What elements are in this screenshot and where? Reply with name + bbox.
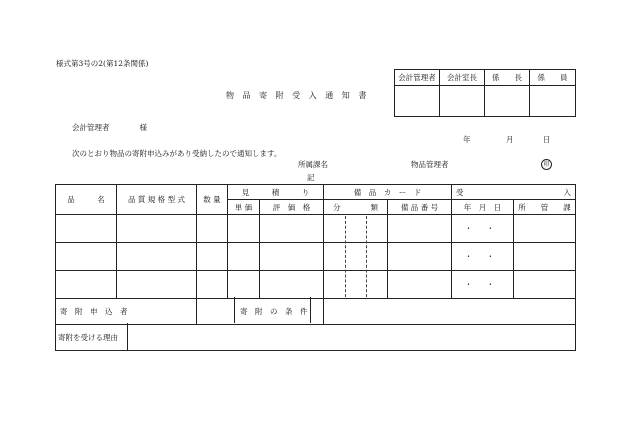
table-row [56, 215, 576, 243]
cell-unit-price[interactable] [228, 243, 260, 271]
footer-reason-label: 寄附を受ける理由 [58, 333, 118, 342]
footer-conditions-cell[interactable] [324, 299, 576, 325]
date-year-label: 年 [463, 135, 471, 144]
cell-spec[interactable] [117, 271, 197, 299]
date-month-label: 月 [506, 135, 514, 144]
col-header-managing-section: 所 管 課 [514, 200, 576, 215]
cell-quantity[interactable] [197, 271, 228, 299]
cell-date[interactable]: ・ ・ [452, 243, 514, 271]
cell-spec[interactable] [117, 243, 197, 271]
approval-header-staff: 係 員 [530, 70, 576, 86]
ki-label: 記 [307, 173, 315, 182]
cell-managing-section[interactable] [514, 271, 576, 299]
col-header-valuation: 評 価 格 [260, 200, 324, 215]
col-header-spec: 品 質 規 格 型 式 [117, 185, 197, 215]
cell-unit-price[interactable] [228, 271, 260, 299]
cell-date[interactable]: ・ ・ [452, 271, 514, 299]
receive-right-label: 入 [563, 187, 571, 197]
cell-item-number[interactable] [388, 215, 452, 243]
cell-valuation[interactable] [260, 215, 324, 243]
cell-classification[interactable] [324, 215, 388, 243]
receive-left-label: 受 [456, 187, 464, 197]
approval-box-office-chief[interactable] [440, 86, 485, 117]
col-header-date: 年 月 日 [452, 200, 514, 215]
col-header-property-card: 備 品 カ ー ド [324, 185, 452, 200]
classification-dashed-line-1 [345, 216, 346, 297]
approval-box-accounting-manager[interactable] [395, 86, 440, 117]
document-title: 物 品 寄 附 受 入 通 知 書 [226, 91, 370, 100]
cell-item-number[interactable] [388, 243, 452, 271]
cell-classification[interactable] [324, 243, 388, 271]
seal-icon: 印 [541, 159, 552, 170]
approval-box-staff[interactable] [530, 86, 576, 117]
footer-applicant-text: 寄 附 申 込 者 [60, 307, 128, 316]
cell-valuation[interactable] [260, 271, 324, 299]
footer-reason-divider [127, 323, 128, 350]
col-header-item-number: 備 品 番 号 [388, 200, 452, 215]
cell-item-number[interactable] [388, 271, 452, 299]
addressee: 会計管理者 様 [72, 123, 147, 132]
col-header-receive [452, 185, 576, 200]
table-row [56, 243, 576, 271]
property-manager-label: 物品管理者 [411, 160, 449, 169]
cell-quantity[interactable] [197, 215, 228, 243]
col-header-item-name: 品 名 [56, 185, 117, 215]
footer-reason-cell[interactable] [56, 325, 576, 351]
cell-classification[interactable] [324, 271, 388, 299]
footer-conditions-divider-left [234, 297, 235, 323]
classification-dashed-line-2 [366, 216, 367, 297]
approval-stamp-table [394, 69, 576, 117]
col-header-unit-price: 単 価 [228, 200, 260, 215]
cell-date[interactable]: ・ ・ [452, 215, 514, 243]
item-table [55, 184, 576, 351]
cell-item-name[interactable] [56, 215, 117, 243]
footer-conditions-divider-right [310, 297, 311, 323]
footer-conditions-label: 寄 附 の 条 件 [240, 307, 308, 316]
approval-header-office-chief: 会計室長 [440, 70, 485, 86]
cell-quantity[interactable] [197, 243, 228, 271]
date-day-label: 日 [543, 135, 551, 144]
table-row [56, 271, 576, 299]
cell-managing-section[interactable] [514, 243, 576, 271]
cell-item-name[interactable] [56, 271, 117, 299]
cell-item-name[interactable] [56, 243, 117, 271]
cell-unit-price[interactable] [228, 215, 260, 243]
cell-spec[interactable] [117, 215, 197, 243]
col-header-quantity: 数 量 [197, 185, 228, 215]
approval-header-section-chief: 係 長 [485, 70, 530, 86]
cell-managing-section[interactable] [514, 215, 576, 243]
col-header-estimate: 見 積 り [228, 185, 324, 200]
footer-applicant-label [56, 299, 197, 325]
approval-box-section-chief[interactable] [485, 86, 530, 117]
col-header-classification: 分 類 [324, 200, 388, 215]
form-id: 様式第3号の2(第12条関係) [56, 59, 149, 68]
department-label: 所属課名 [298, 160, 328, 169]
intro-text: 次のとおり物品の寄附申込みがあり受納したので通知します。 [72, 149, 282, 158]
approval-header-accounting-manager: 会計管理者 [395, 70, 440, 86]
cell-valuation[interactable] [260, 243, 324, 271]
